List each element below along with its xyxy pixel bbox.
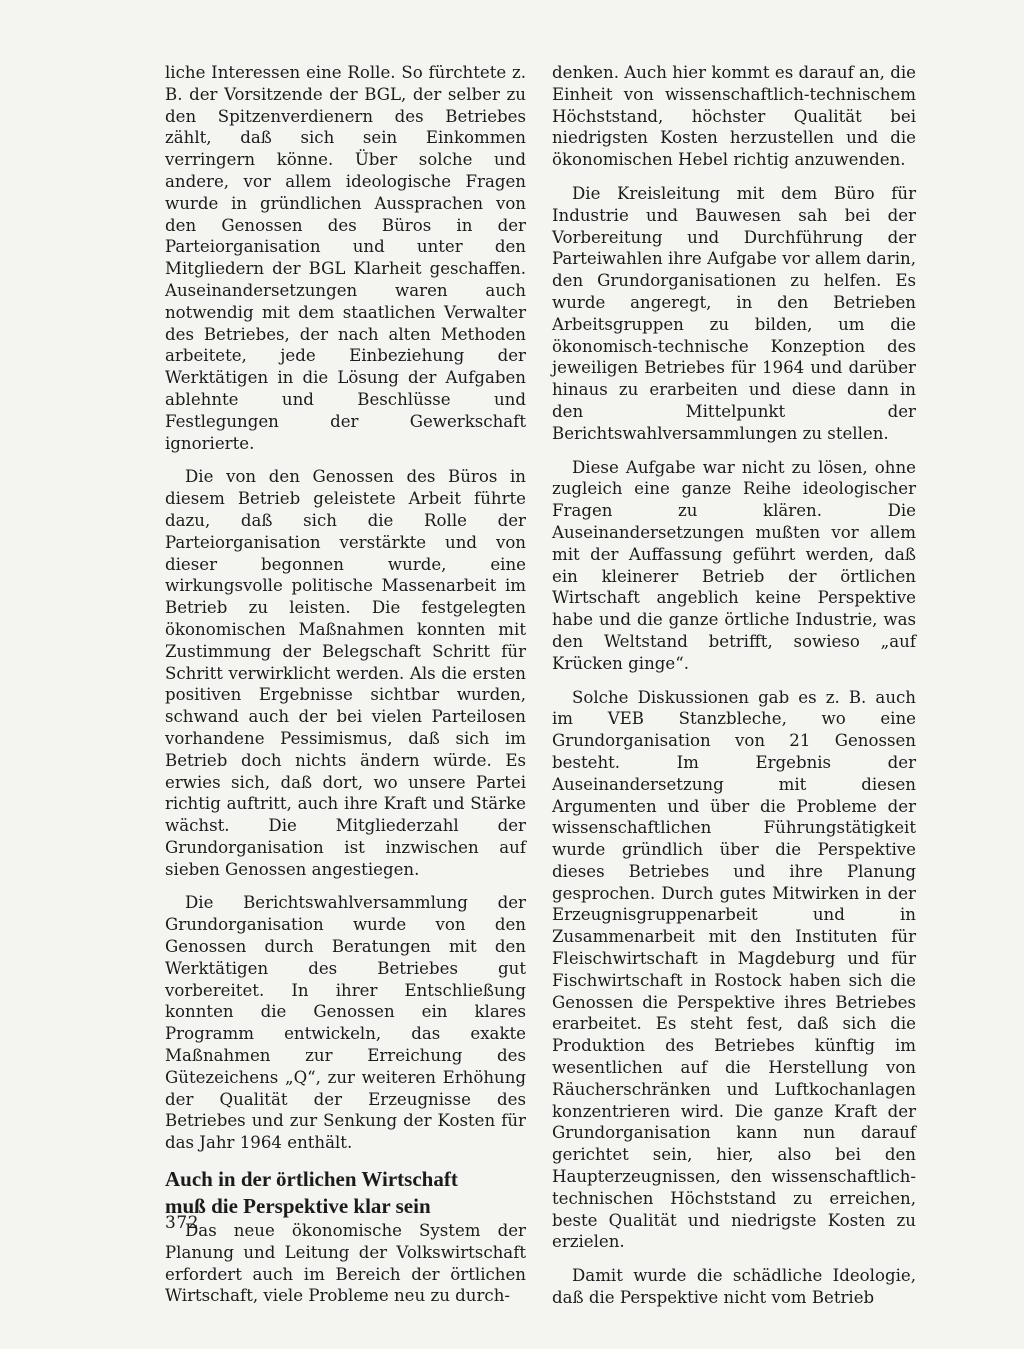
right-column — [552, 62, 916, 1309]
paragraph-right-3: Diese Aufgabe war nicht zu lösen, ohne zugleich eine ganze Reihe ideologischer Fragen zu klären. Die Auseinandersetzungen mußten vor allem mit der Auffassung geführt werden, daß ein kleinerer Betrieb der örtlichen Wirtschaft angeblich keine Perspektive habe und die ganze örtliche Industrie, was den Weltstand betrifft, sowieso „auf Krücken ginge“. — [552, 457, 916, 673]
paragraph-left-4: Das neue ökonomische System der Planung und Leitung der Volkswirtschaft erfordert auch im Bereich der örtlichen Wirtschaft, viele Probleme neu zu durch- — [165, 1221, 526, 1306]
left-column — [165, 62, 526, 1307]
section-heading-line-1: Auch in der örtlichen Wirtschaft — [165, 1167, 458, 1192]
paragraph-right-4: Solche Diskussionen gab es z. B. auch im VEB Stanzbleche, wo eine Grundorganisation von 21 Genossen besteht. Im Ergebnis der Auseinandersetzung mit diesen Argumenten und über die Probleme der wissenschaftlichen Führungstätigkeit wurde gründlich über die Perspektive dieses Betriebes und ihre Planung gesprochen. Durch gutes Mitwirken in der Erzeugnisgruppenarbeit und in Zusammenarbeit mit den Instituten für Fleischwirtschaft in Magdeburg und für Fischwirtschaft in Rostock haben sich die Genossen die Perspektive ihres Betriebes erarbeitet. Es steht fest, daß sich die Produktion des Betriebes künftig im wesentlichen auf die Herstellung von Räucherschränken und Luftkochanlagen konzentrieren wird. Die ganze Kraft der Grundorganisation kann nun darauf gerichtet sein, hier, also bei den Haupterzeugnissen, den wissenschaftlich-technischen Höchststand zu erreichen, beste Qualität und niedrigste Kosten zu erzielen. — [552, 687, 916, 1252]
paragraph-left-2: Die von den Genossen des Büros in diesem Betrieb geleistete Arbeit führte dazu, daß sich die Rolle der Parteiorganisation verstärkte und von dieser begonnen wurde, eine wirkungsvolle politische Massenarbeit im Betrieb zu leisten. Die festgelegten ökonomischen Maßnahmen konnten mit Zustimmung der Belegschaft Schritt für Schritt verwirklicht werden. Als die ersten positiven Ergebnisse sichtbar wurden, schwand auch der bei vielen Parteilosen vorhandene Pessimismus, daß sich im Betrieb doch nichts ändern würde. Es erwies sich, daß dort, wo unsere Partei richtig auftritt, auch ihre Kraft und Stärke wächst. Die Mitgliederzahl der Grundorganisation ist inzwischen auf sieben Genossen angestiegen. — [165, 467, 526, 879]
section-heading-line-2: muß die Perspektive klar sein — [165, 1194, 431, 1219]
section-heading — [165, 1166, 526, 1220]
paragraph-left-3: Die Berichtswahlversammlung der Grundorganisation wurde von den Genossen durch Beratungen mit den Werktätigen des Betriebes gut vorbereitet. In ihrer Entschließung konnten die Genossen ein klares Programm entwickeln, das exakte Maßnahmen zur Erreichung des Gütezeichens „Q“, zur weiteren Erhöhung der Qualität der Erzeugnisse des Betriebes und zur Senkung der Kosten für das Jahr 1964 enthält. — [165, 893, 526, 1153]
paragraph-right-1: denken. Auch hier kommt es darauf an, die Einheit von wissenschaftlich-technischem Höchststand, höchster Qualität bei niedrigsten Kosten herzustellen und die ökonomischen Hebel richtig anzuwenden. — [552, 63, 916, 170]
paragraph-right-5: Damit wurde die schädliche Ideologie, daß die Perspektive nicht vom Betrieb — [552, 1266, 916, 1308]
paragraph-left-1: liche Interessen eine Rolle. So fürchtete z. B. der Vorsitzende der BGL, der selber zu den Spitzenverdienern des Betriebes zählt, daß sich sein Einkommen verringern könne. Über solche und andere, vor allem ideologische Fragen wurde in gründlichen Aussprachen von den Genossen des Büros in der Parteiorganisation und unter den Mitgliedern der BGL Klarheit geschaffen. Auseinandersetzungen waren auch notwendig mit dem staatlichen Verwalter des Betriebes, der nach alten Methoden arbeitete, jede Einbeziehung der Werktätigen in die Lösung der Aufgaben ablehnte und Beschlüsse und Festlegungen der Gewerkschaft ignorierte. — [165, 63, 526, 453]
page-number: 372 — [165, 1213, 199, 1233]
paragraph-right-2: Die Kreisleitung mit dem Büro für Industrie und Bauwesen sah bei der Vorbereitung und Durchführung der Parteiwahlen ihre Aufgabe vor allem darin, den Grundorganisationen zu helfen. Es wurde angeregt, in den Betrieben Arbeitsgruppen zu bilden, um die ökonomisch-technische Konzeption des jeweiligen Betriebes für 1964 und darüber hinaus zu erarbeiten und diese dann in den Mittelpunkt der Berichtswahlversammlungen zu stellen. — [552, 183, 916, 443]
